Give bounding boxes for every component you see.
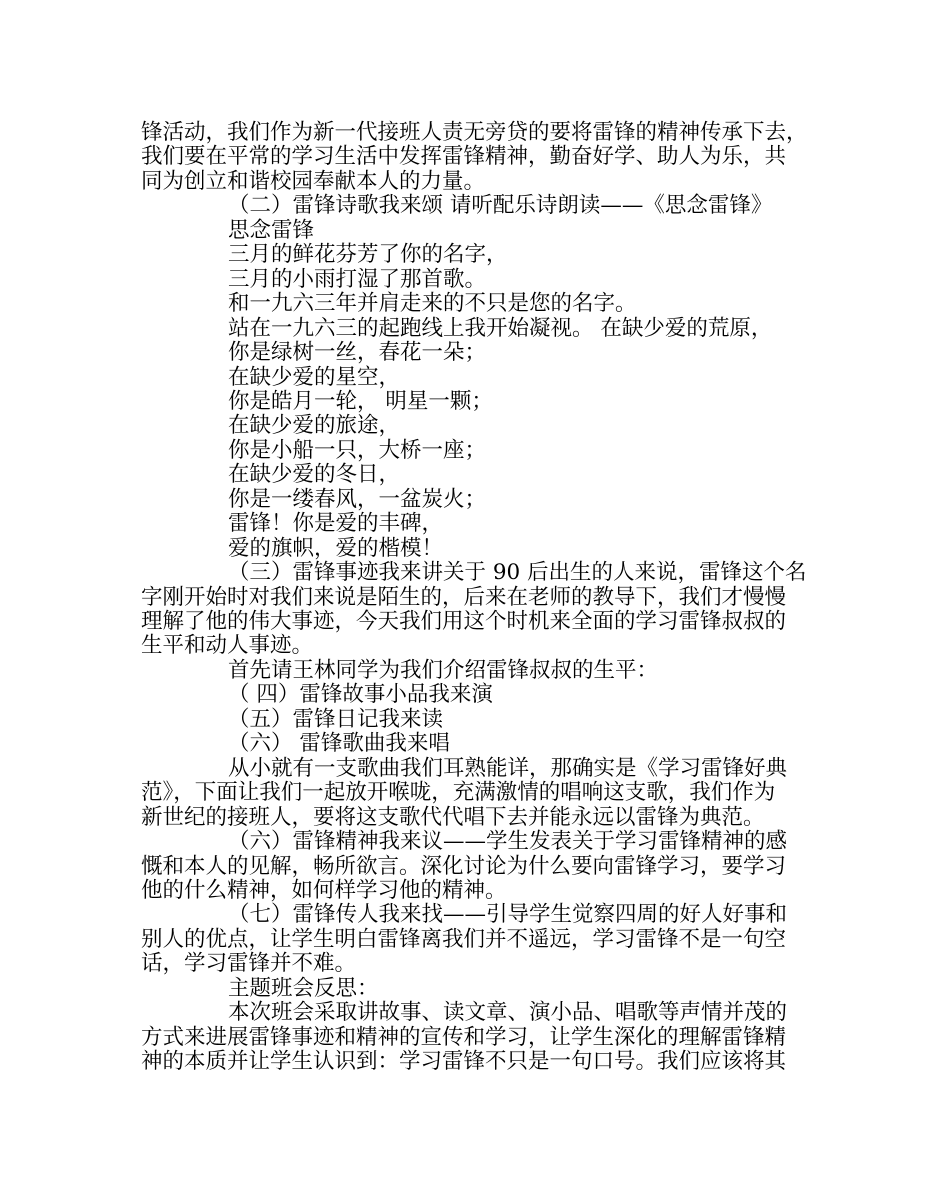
text-line: 慨和本人的见解，畅所欲言。深化讨论为什么要向雷锋学习，要学习 bbox=[141, 853, 787, 879]
text-line: 神的本质并让学生认识到：学习雷锋不只是一句口号。我们应该将其 bbox=[141, 1049, 787, 1075]
section-heading: （六） 雷锋歌曲我来唱 bbox=[228, 731, 450, 757]
text-line: 首先请王林同学为我们介绍雷锋叔叔的生平： bbox=[228, 657, 659, 683]
text-line: 范》，下面让我们一起放开喉咙，充满激情的唱响这支歌，我们作为 bbox=[141, 780, 776, 806]
poem-line: 和一九六三年并肩走来的不只是您的名字。 bbox=[228, 291, 637, 317]
text-line: 理解了他的伟大事迹，今天我们用这个时机来全面的学习雷锋叔叔的 bbox=[141, 609, 787, 634]
text-line: 他的什么精神，如何样学习他的精神。 bbox=[141, 877, 507, 903]
poem-line: 三月的小雨打湿了那首歌。 bbox=[228, 266, 487, 292]
text-line: 本次班会采取讲故事、读文章、演小品、唱歌等声情并茂的 bbox=[228, 1000, 788, 1026]
poem-line: 你是一缕春风，一盆炭火； bbox=[228, 486, 487, 512]
poem-line: 雷锋！你是爱的丰碑， bbox=[228, 511, 444, 537]
section-heading: （ 四）雷锋故事小品我来演 bbox=[228, 682, 493, 708]
section-heading: （七）雷锋传人我来找——引导学生觉察四周的好人好事和 bbox=[228, 902, 788, 928]
poem-title: 思念雷锋 bbox=[228, 217, 315, 243]
text-line: 方式来进展雷锋事迹和精神的宣传和学习，让学生深化的理解雷锋精 bbox=[141, 1024, 787, 1050]
poem-line: 你是小船一只，大桥一座； bbox=[228, 437, 487, 463]
poem-line: 你是绿树一丝，春花一朵； bbox=[228, 340, 487, 366]
subheading: 主题班会反思： bbox=[228, 975, 379, 1001]
text-line: 同为创立和谐校园奉献本人的力量。 bbox=[141, 168, 486, 194]
poem-line: 在缺少爱的星空， bbox=[228, 364, 401, 390]
text-line: 锋活动，我们作为新一代接班人责无旁贷的要将雷锋的精神传承下去， bbox=[141, 120, 808, 145]
text-line: 字刚开始时对我们来说是陌生的，后来在老师的教导下，我们才慢慢 bbox=[141, 584, 787, 610]
text-line: 新世纪的接班人，要将这支歌代代唱下去并能永远以雷锋为典范。 bbox=[141, 804, 765, 830]
poem-line: 三月的鲜花芬芳了你的名字， bbox=[228, 242, 508, 268]
section-heading: （三）雷锋事迹我来讲关于 90 后出生的人来说，雷锋这个名 bbox=[228, 560, 807, 586]
section-heading: （五）雷锋日记我来读 bbox=[228, 706, 444, 732]
poem-line: 在缺少爱的旅途， bbox=[228, 413, 401, 439]
section-heading: （六）雷锋精神我来议——学生发表关于学习雷锋精神的感 bbox=[228, 829, 788, 855]
text-line: 别人的优点，让学生明白雷锋离我们并不遥远，学习雷锋不是一句空 bbox=[141, 926, 787, 952]
text-line: 话，学习雷锋并不难。 bbox=[141, 951, 357, 977]
poem-line: 你是皓月一轮， 明星一颗； bbox=[228, 388, 493, 414]
text-line: 我们要在平常的学习生活中发挥雷锋精神，勤奋好学、助人为乐，共 bbox=[141, 144, 787, 170]
text-line: 生平和动人事迹。 bbox=[141, 633, 314, 659]
section-heading: （二）雷锋诗歌我来颂 请听配乐诗朗读——《思念雷锋》 bbox=[228, 193, 773, 219]
poem-line: 站在一九六三的起跑线上我开始凝视。 在缺少爱的荒原， bbox=[228, 315, 773, 341]
poem-line: 在缺少爱的冬日， bbox=[228, 462, 401, 488]
poem-line: 爱的旗帜，爱的楷模！ bbox=[228, 535, 444, 561]
text-line: 从小就有一支歌曲我们耳熟能详，那确实是《学习雷锋好典 bbox=[228, 755, 788, 781]
